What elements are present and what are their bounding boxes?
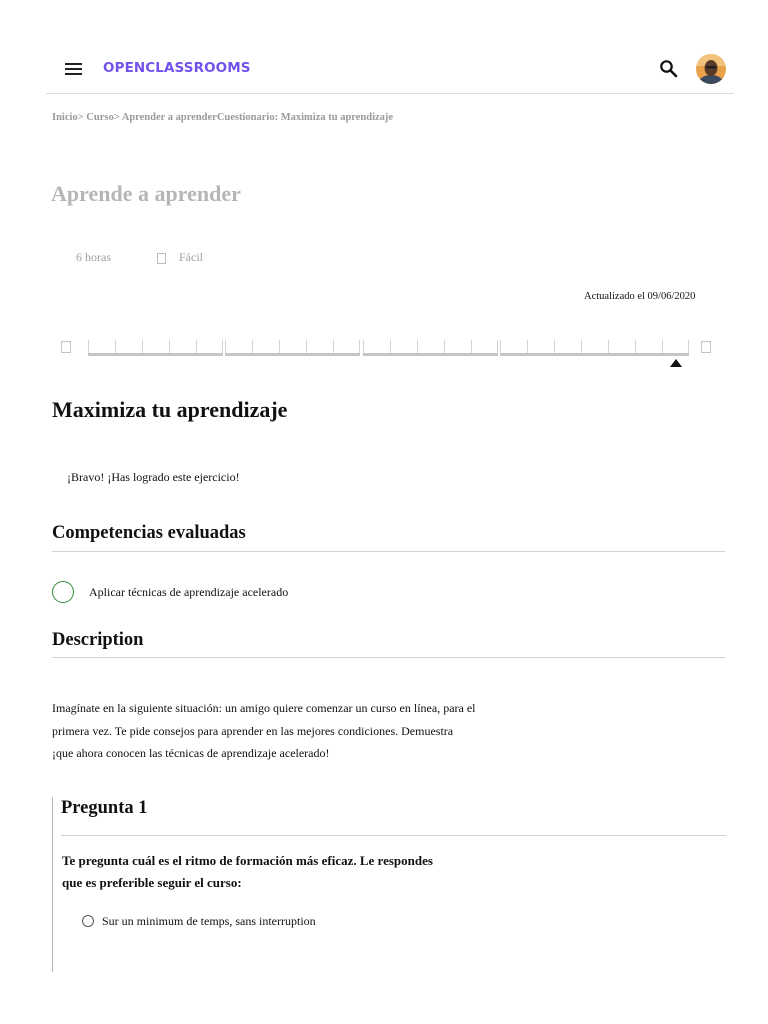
section-divider xyxy=(52,657,725,658)
progress-tick xyxy=(88,340,89,353)
hamburger-menu-icon[interactable] xyxy=(64,60,84,78)
progress-tick xyxy=(635,340,636,353)
question-line: que es preferible seguir el curso: xyxy=(62,875,242,890)
course-duration: 6 horas xyxy=(76,250,111,264)
course-title: Aprende a aprender xyxy=(51,181,241,206)
search-icon[interactable] xyxy=(658,58,680,80)
current-position-marker-icon xyxy=(670,359,682,367)
progress-tick xyxy=(417,340,418,353)
progress-segment[interactable] xyxy=(88,340,223,356)
question-text xyxy=(62,850,502,894)
description-text xyxy=(52,697,522,765)
progress-tick xyxy=(497,340,498,353)
progress-tick xyxy=(527,340,528,353)
breadcrumb-quiz[interactable]: Cuestionario: Maximiza tu aprendizaje xyxy=(216,112,394,123)
skill-status-icon xyxy=(52,581,74,603)
progress-tick xyxy=(471,340,472,353)
breadcrumb-course[interactable]: Curso xyxy=(86,112,114,123)
openclassrooms-logo[interactable]: OPENCLASSROOMS xyxy=(103,60,251,76)
progress-tick xyxy=(196,340,197,353)
course-difficulty: Fácil xyxy=(179,250,203,264)
progress-segment[interactable] xyxy=(363,340,498,356)
description-heading: Description xyxy=(52,630,144,650)
progress-tick xyxy=(363,340,364,353)
breadcrumb-home[interactable]: Inicio xyxy=(52,112,78,123)
result-message: ¡Bravo! ¡Has logrado este ejercicio! xyxy=(67,470,240,484)
progress-tick xyxy=(142,340,143,353)
progress-tick xyxy=(306,340,307,353)
progress-tick xyxy=(359,340,360,353)
progress-tick xyxy=(662,340,663,353)
course-progress-bar[interactable] xyxy=(88,340,689,356)
description-line: ¡que ahora conocen las técnicas de aprendizaje acelerado! xyxy=(52,746,330,760)
header-divider xyxy=(46,93,734,94)
question-accent-bar xyxy=(52,797,53,972)
skills-heading: Competencias evaluadas xyxy=(52,523,246,543)
previous-chapter-icon[interactable] xyxy=(61,341,71,353)
question-divider xyxy=(61,835,726,836)
updated-date: Actualizado el 09/06/2020 xyxy=(584,291,696,302)
description-line: Imagínate en la siguiente situación: un amigo quiere comenzar un curso en línea, para el xyxy=(52,701,476,715)
progress-tick xyxy=(115,340,116,353)
progress-tick xyxy=(444,340,445,353)
progress-segment[interactable] xyxy=(500,340,689,356)
description-line: primera vez. Te pide consejos para aprender en las mejores condiciones. Demuestra xyxy=(52,723,454,738)
progress-segment[interactable] xyxy=(225,340,360,356)
progress-tick xyxy=(688,340,689,353)
progress-tick xyxy=(500,340,501,353)
progress-tick xyxy=(252,340,253,353)
progress-tick xyxy=(225,340,226,353)
breadcrumb-separator: > xyxy=(77,112,84,123)
section-divider xyxy=(52,551,725,552)
answer-radio[interactable] xyxy=(82,915,94,927)
quiz-title: Maximiza tu aprendizaje xyxy=(52,397,288,422)
question-line: Te pregunta cuál es el ritmo de formación más eficaz. Le respondes xyxy=(62,853,433,868)
top-header xyxy=(0,0,768,94)
answer-option-label[interactable]: Sur un minimum de temps, sans interruption xyxy=(102,914,316,928)
breadcrumb-separator: > xyxy=(113,112,120,123)
progress-tick xyxy=(222,340,223,353)
user-avatar[interactable] xyxy=(696,54,726,84)
progress-tick xyxy=(581,340,582,353)
progress-tick xyxy=(279,340,280,353)
progress-tick xyxy=(333,340,334,353)
difficulty-icon xyxy=(157,253,166,264)
skill-item: Aplicar técnicas de aprendizaje acelerado xyxy=(89,585,289,599)
progress-tick xyxy=(554,340,555,353)
progress-tick xyxy=(608,340,609,353)
progress-tick xyxy=(169,340,170,353)
breadcrumb-course-name[interactable]: Aprender a aprender xyxy=(121,112,217,123)
next-chapter-icon[interactable] xyxy=(701,341,711,353)
question-title: Pregunta 1 xyxy=(61,798,148,818)
breadcrumb xyxy=(52,112,393,123)
progress-tick xyxy=(390,340,391,353)
